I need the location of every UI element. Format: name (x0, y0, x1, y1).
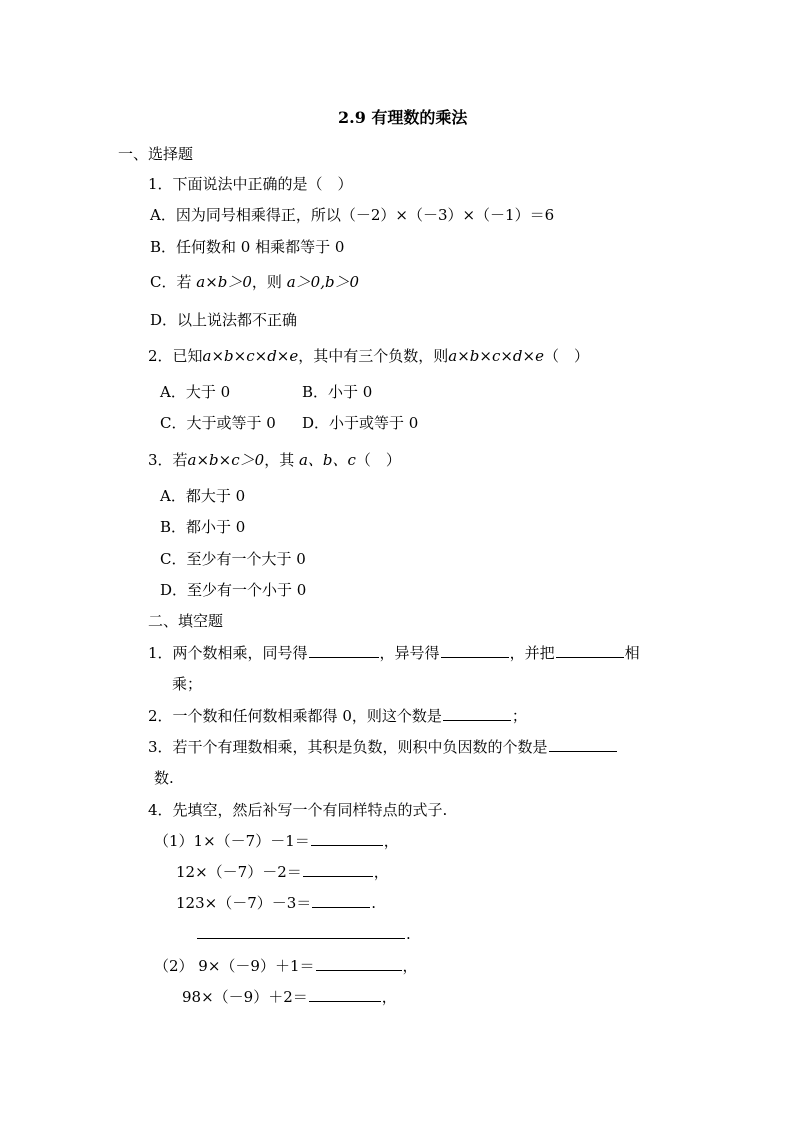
section-heading-fill: 二、填空题 (148, 612, 224, 630)
q3-stem-suffix: （ ） (355, 451, 401, 469)
answer-blank[interactable] (197, 924, 405, 939)
fill-4-expression-3: 123×（－7）－3＝ (176, 894, 312, 912)
answer-blank[interactable] (316, 956, 402, 971)
q2-stem-mid: ，其中有三个负数，则 (298, 347, 449, 365)
question-1-option-c (150, 272, 359, 292)
comma: ， (373, 863, 389, 881)
fill-4-line-5 (154, 956, 418, 976)
option-c-math-2: a＞0,b＞0 (286, 273, 360, 291)
question-1-stem: 1．下面说法中正确的是（ ） (148, 175, 353, 193)
question-1-option-a: A．因为同号相乘得正，所以（－2）×（－3）×（－1）＝6 (150, 206, 555, 224)
period: . (371, 894, 377, 912)
question-3-option-c: C．至少有一个大于 0 (160, 550, 306, 568)
fill-4-line-3 (176, 893, 376, 913)
answer-blank[interactable] (303, 862, 373, 877)
answer-blank[interactable] (556, 643, 624, 658)
q3-stem-vars: a、b、c (298, 451, 356, 469)
fill-4-line-4 (196, 924, 411, 944)
fill-question-2 (148, 706, 527, 726)
fill-question-3-continued: 数. (154, 769, 174, 787)
question-2-option-b: B．小于 0 (302, 383, 373, 401)
answer-blank[interactable] (443, 706, 511, 721)
fill-4-expression-5: （2） 9×（－9）＋1＝ (154, 957, 315, 975)
fill-1-text-3: ，并把 (509, 644, 555, 662)
answer-blank[interactable] (549, 737, 617, 752)
question-3-option-a: A．都大于 0 (160, 487, 246, 505)
question-3-stem (148, 450, 401, 470)
question-1-option-b: B．任何数和 0 相乘都等于 0 (150, 238, 345, 256)
fill-2-text-1: 2．一个数和任何数相乘都得 0，则这个数是 (148, 707, 442, 725)
fill-2-text-2: ； (511, 707, 527, 725)
page-title: 2.9 有理数的乘法 (338, 108, 468, 127)
fill-4-line-6 (182, 987, 397, 1007)
fill-4-expression-6: 98×（－9）＋2＝ (182, 988, 308, 1006)
option-c-prefix: C．若 (150, 273, 197, 291)
answer-blank[interactable] (309, 987, 381, 1002)
question-2-option-c: C．大于或等于 0 (160, 414, 276, 432)
comma: ， (381, 988, 397, 1006)
section-heading-choice: 一、选择题 (118, 145, 194, 163)
fill-4-expression-1: （1）1×（－7）－1＝ (154, 832, 310, 850)
question-3-option-d: D．至少有一个小于 0 (160, 581, 307, 599)
answer-blank[interactable] (311, 831, 383, 846)
fill-question-4-stem: 4．先填空，然后补写一个有同样特点的式子. (148, 801, 448, 819)
fill-1-text-2: ，异号得 (379, 644, 440, 662)
q2-stem-math-2: a×b×c×d×e (448, 347, 544, 365)
fill-4-line-2 (176, 862, 389, 882)
fill-1-text-1: 1．两个数相乘，同号得 (148, 644, 308, 662)
q3-stem-math: a×b×c＞0 (187, 451, 265, 469)
answer-blank[interactable] (441, 643, 509, 658)
fill-question-1 (148, 643, 640, 663)
q2-stem-suffix: （ ） (543, 347, 589, 365)
fill-4-expression-2: 12×（－7）－2＝ (176, 863, 302, 881)
fill-question-3 (148, 737, 618, 757)
comma: ， (383, 832, 399, 850)
option-c-math-1: a×b＞0 (196, 273, 252, 291)
fill-4-line-1 (154, 831, 399, 851)
q3-stem-mid: ，其 (264, 451, 299, 469)
q2-stem-prefix: 2．已知 (148, 347, 203, 365)
question-1-option-d: D．以上说法都不正确 (150, 311, 298, 329)
question-2-option-a: A．大于 0 (160, 383, 231, 401)
q3-stem-prefix: 3．若 (148, 451, 188, 469)
answer-blank[interactable] (312, 893, 370, 908)
fill-1-text-4: 相 (624, 644, 640, 662)
comma: ， (402, 957, 418, 975)
question-2-stem (148, 346, 589, 366)
period: . (406, 925, 411, 943)
fill-question-1-continued: 乘； (172, 675, 203, 693)
question-3-option-b: B．都小于 0 (160, 518, 246, 536)
fill-3-text-1: 3．若干个有理数相乘，其积是负数，则积中负因数的个数是 (148, 738, 548, 756)
question-2-option-d: D．小于或等于 0 (302, 414, 419, 432)
option-c-mid: ，则 (251, 273, 287, 291)
answer-blank[interactable] (309, 643, 379, 658)
q2-stem-math-1: a×b×c×d×e (202, 347, 299, 365)
